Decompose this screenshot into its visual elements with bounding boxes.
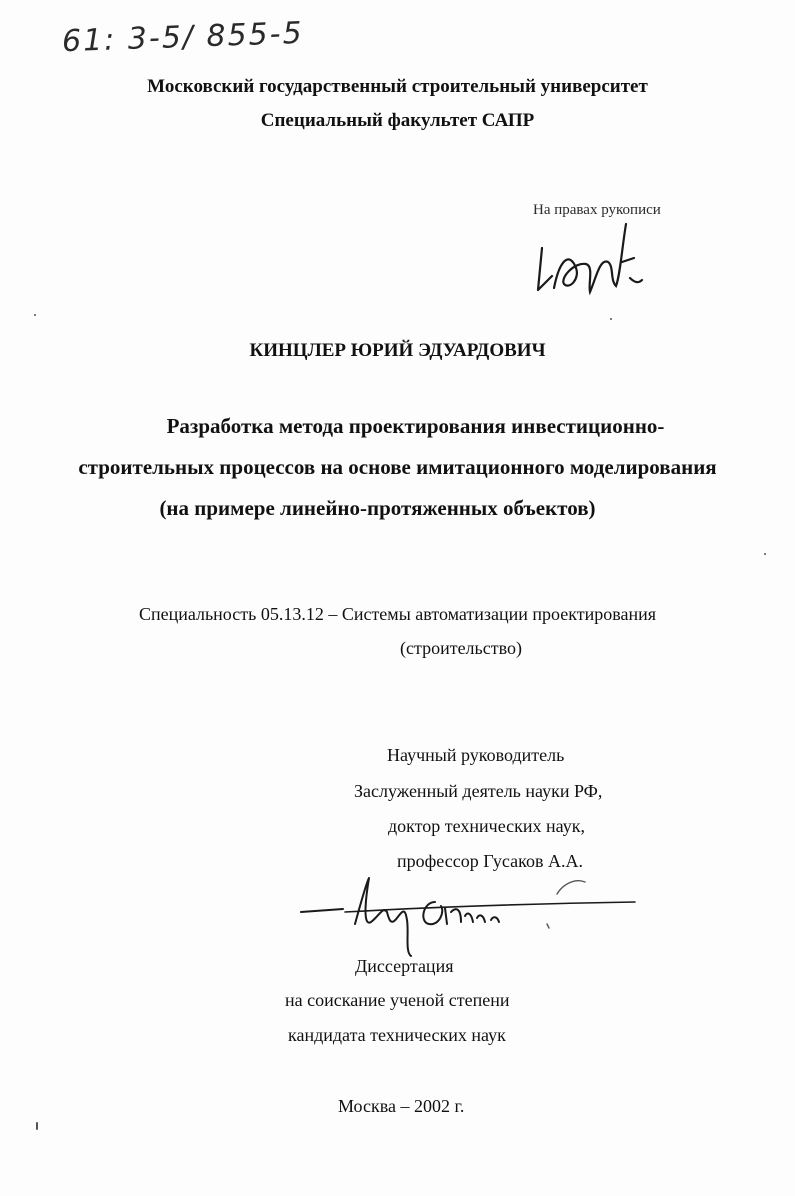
title-line-1: Разработка метода проектирования инвестиционно-	[166, 414, 665, 438]
supervisor-line-1: Научный руководитель	[387, 745, 565, 765]
title-line-2: строительных процессов на основе имитационного моделирования	[78, 455, 717, 479]
supervisor-line-4: профессор Гусаков А.А.	[397, 851, 583, 871]
university-name: Московский государственный строительный университет	[147, 76, 648, 97]
dissertation-line-1: Диссертация	[355, 956, 454, 976]
scan-speck	[34, 314, 36, 316]
archive-number-handwritten: 61: 3-5/ 855-5	[61, 15, 305, 60]
author-name: КИНЦЛЕР ЮРИЙ ЭДУАРДОВИЧ	[249, 340, 546, 361]
scan-speck	[764, 553, 766, 555]
faculty-name: Специальный факультет САПР	[260, 110, 535, 131]
specialty-line: Специальность 05.13.12 – Системы автоматизации проектирования	[138, 604, 657, 624]
specialty-subline: (строительство)	[400, 638, 522, 658]
manuscript-rights-note: На правах рукописи	[533, 202, 661, 218]
supervisor-line-3: доктор технических наук,	[388, 816, 585, 836]
author-signature-icon	[530, 218, 650, 308]
dissertation-line-2: на соискание ученой степени	[285, 990, 510, 1010]
city-year: Москва – 2002 г.	[338, 1096, 465, 1116]
scan-speck	[610, 318, 612, 320]
supervisor-signature-icon	[295, 872, 645, 962]
scan-speck	[36, 1122, 38, 1130]
title-line-3: (на примере линейно-протяженных объектов)	[159, 496, 596, 520]
dissertation-line-3: кандидата технических наук	[288, 1025, 506, 1045]
supervisor-line-2: Заслуженный деятель науки РФ,	[354, 781, 603, 801]
